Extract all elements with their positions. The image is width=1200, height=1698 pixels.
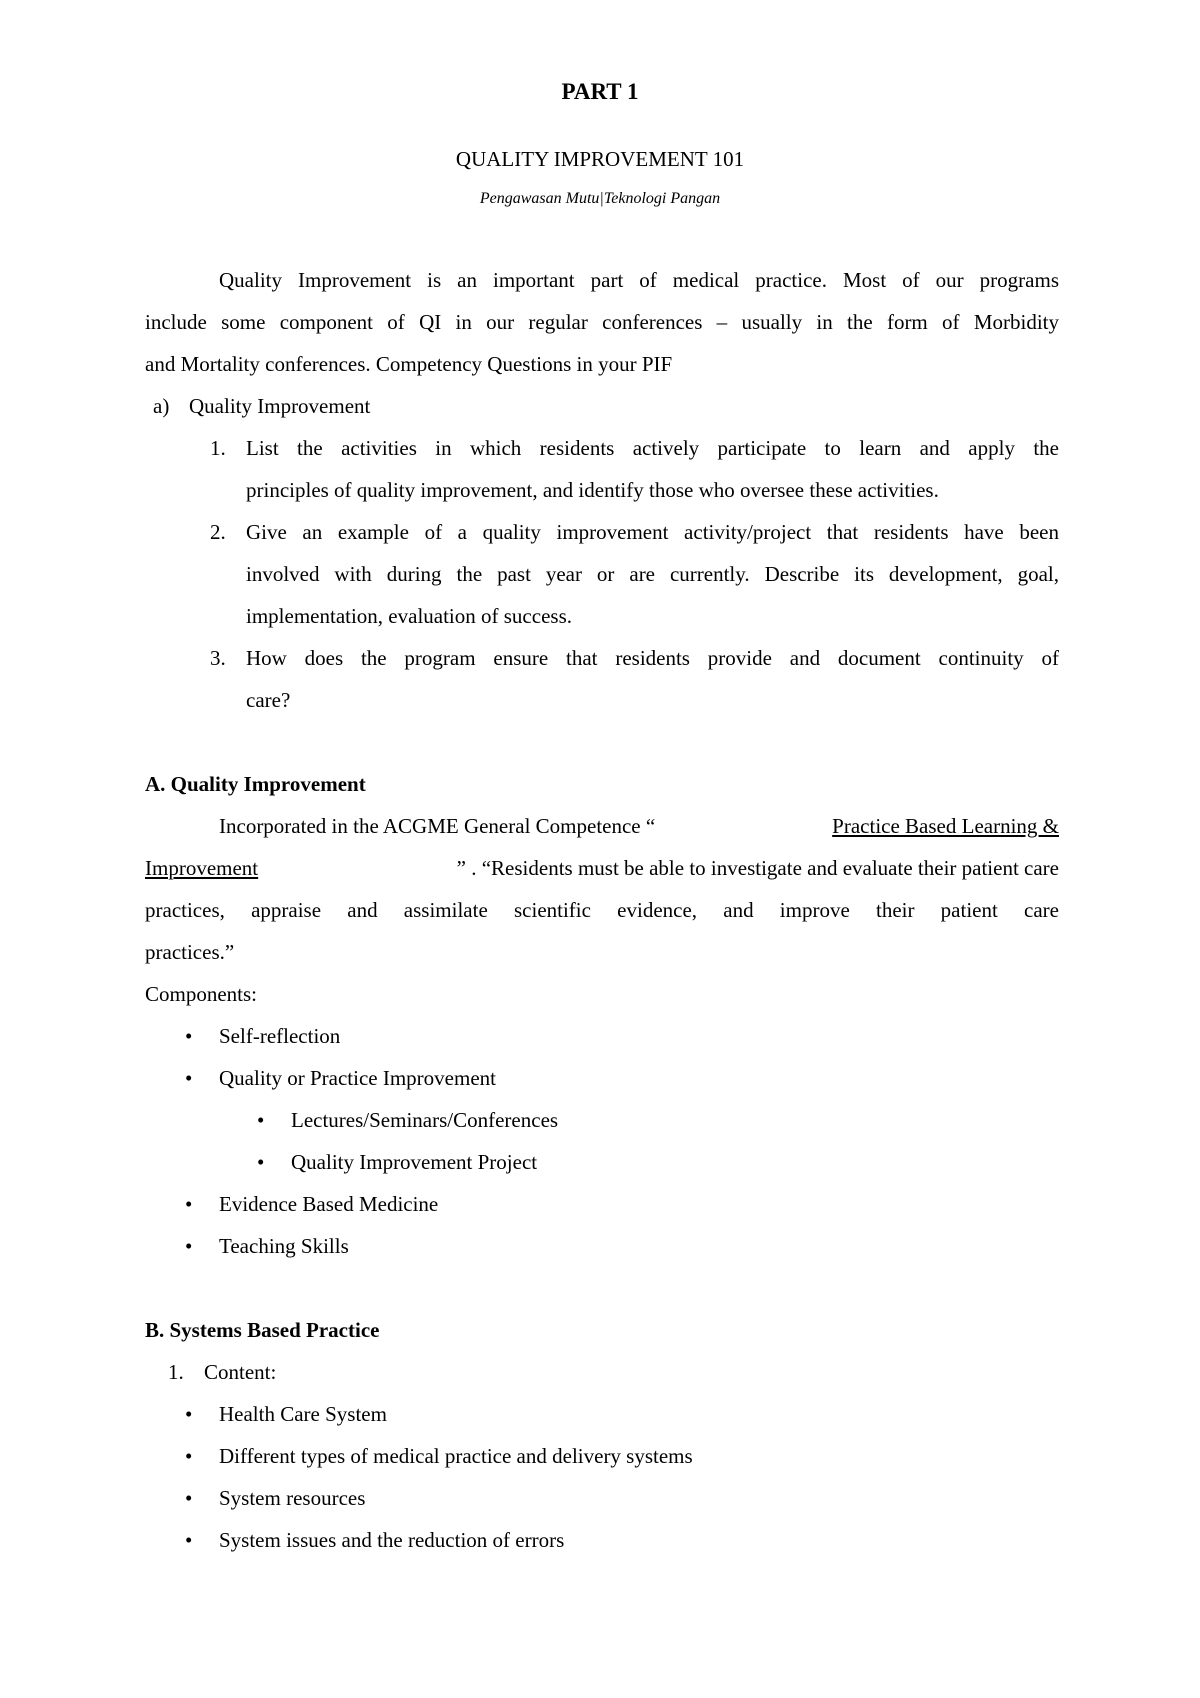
bullet-icon: • — [257, 1150, 265, 1174]
list-a-label: Quality Improvement — [189, 394, 371, 418]
question-2-line-3: implementation, evaluation of success. — [246, 604, 572, 628]
subcomponent-qi-project: Quality Improvement Project — [291, 1150, 538, 1174]
section-a-line-1-text: Incorporated in the ACGME General Competence “ — [219, 814, 656, 838]
content-system-resources: System resources — [219, 1486, 366, 1510]
content-system-issues: System issues and the reduction of errors — [219, 1528, 565, 1552]
bullet-icon: • — [185, 1486, 193, 1510]
components-label: Components: — [145, 982, 258, 1006]
content-label: Content: — [204, 1360, 277, 1384]
question-3-line-1: How does the program ensure that residents provide and document continuity of — [246, 646, 1059, 670]
question-3-line-2: care? — [246, 688, 291, 712]
bullet-icon: • — [185, 1402, 193, 1426]
question-2-line-2: involved with during the past year or are currently. Describe its development, goal, — [246, 562, 1059, 586]
bullet-icon: • — [185, 1024, 193, 1048]
bullet-icon: • — [185, 1234, 193, 1258]
subtitle: Pengawasan Mutu|Teknologi Pangan — [479, 190, 721, 207]
question-2-number: 2. — [210, 520, 226, 544]
component-self-reflection: Self-reflection — [219, 1024, 341, 1048]
section-a-line-4: practices.” — [145, 940, 235, 964]
question-1-line-1: List the activities in which residents actively participate to learn and apply the — [246, 436, 1059, 460]
bullet-icon: • — [185, 1528, 193, 1552]
improvement-link[interactable]: Improvement — [145, 856, 259, 880]
part-heading: PART 1 — [561, 79, 639, 104]
section-a-line-1 — [219, 816, 1059, 837]
practice-based-learning-link[interactable]: Practice Based Learning & — [832, 814, 1059, 838]
bullet-icon: • — [185, 1192, 193, 1216]
content-health-care-system: Health Care System — [219, 1402, 387, 1426]
section-a-line-2 — [145, 858, 1059, 879]
subcomponent-lectures: Lectures/Seminars/Conferences — [291, 1108, 559, 1132]
question-1-line-2: principles of quality improvement, and identify those who oversee these activities. — [246, 478, 939, 502]
section-b-heading: B. Systems Based Practice — [145, 1318, 380, 1342]
intro-line-2: include some component of QI in our regular conferences – usually in the form of Morbidity — [145, 310, 1059, 334]
bullet-icon: • — [185, 1066, 193, 1090]
page-title: QUALITY IMPROVEMENT 101 — [455, 147, 745, 171]
bullet-icon: • — [257, 1108, 265, 1132]
section-a-line-3: practices, appraise and assimilate scientific evidence, and improve their patient care — [145, 898, 1059, 922]
intro-line-1: Quality Improvement is an important part of medical practice. Most of our programs — [219, 268, 1059, 292]
section-a-line-2-text: ” . “Residents must be able to investigate and evaluate their patient care — [456, 856, 1059, 880]
intro-line-3: and Mortality conferences. Competency Questions in your PIF — [145, 352, 673, 376]
section-a-heading: A. Quality Improvement — [145, 772, 366, 796]
component-teaching-skills: Teaching Skills — [219, 1234, 349, 1258]
content-delivery-systems: Different types of medical practice and delivery systems — [219, 1444, 693, 1468]
component-evidence-based-medicine: Evidence Based Medicine — [219, 1192, 439, 1216]
question-2-line-1: Give an example of a quality improvement activity/project that residents have been — [246, 520, 1059, 544]
question-1-number: 1. — [210, 436, 226, 460]
question-3-number: 3. — [210, 646, 226, 670]
content-number: 1. — [168, 1360, 184, 1384]
bullet-icon: • — [185, 1444, 193, 1468]
component-quality-practice: Quality or Practice Improvement — [219, 1066, 496, 1090]
list-a-marker: a) — [153, 394, 170, 418]
